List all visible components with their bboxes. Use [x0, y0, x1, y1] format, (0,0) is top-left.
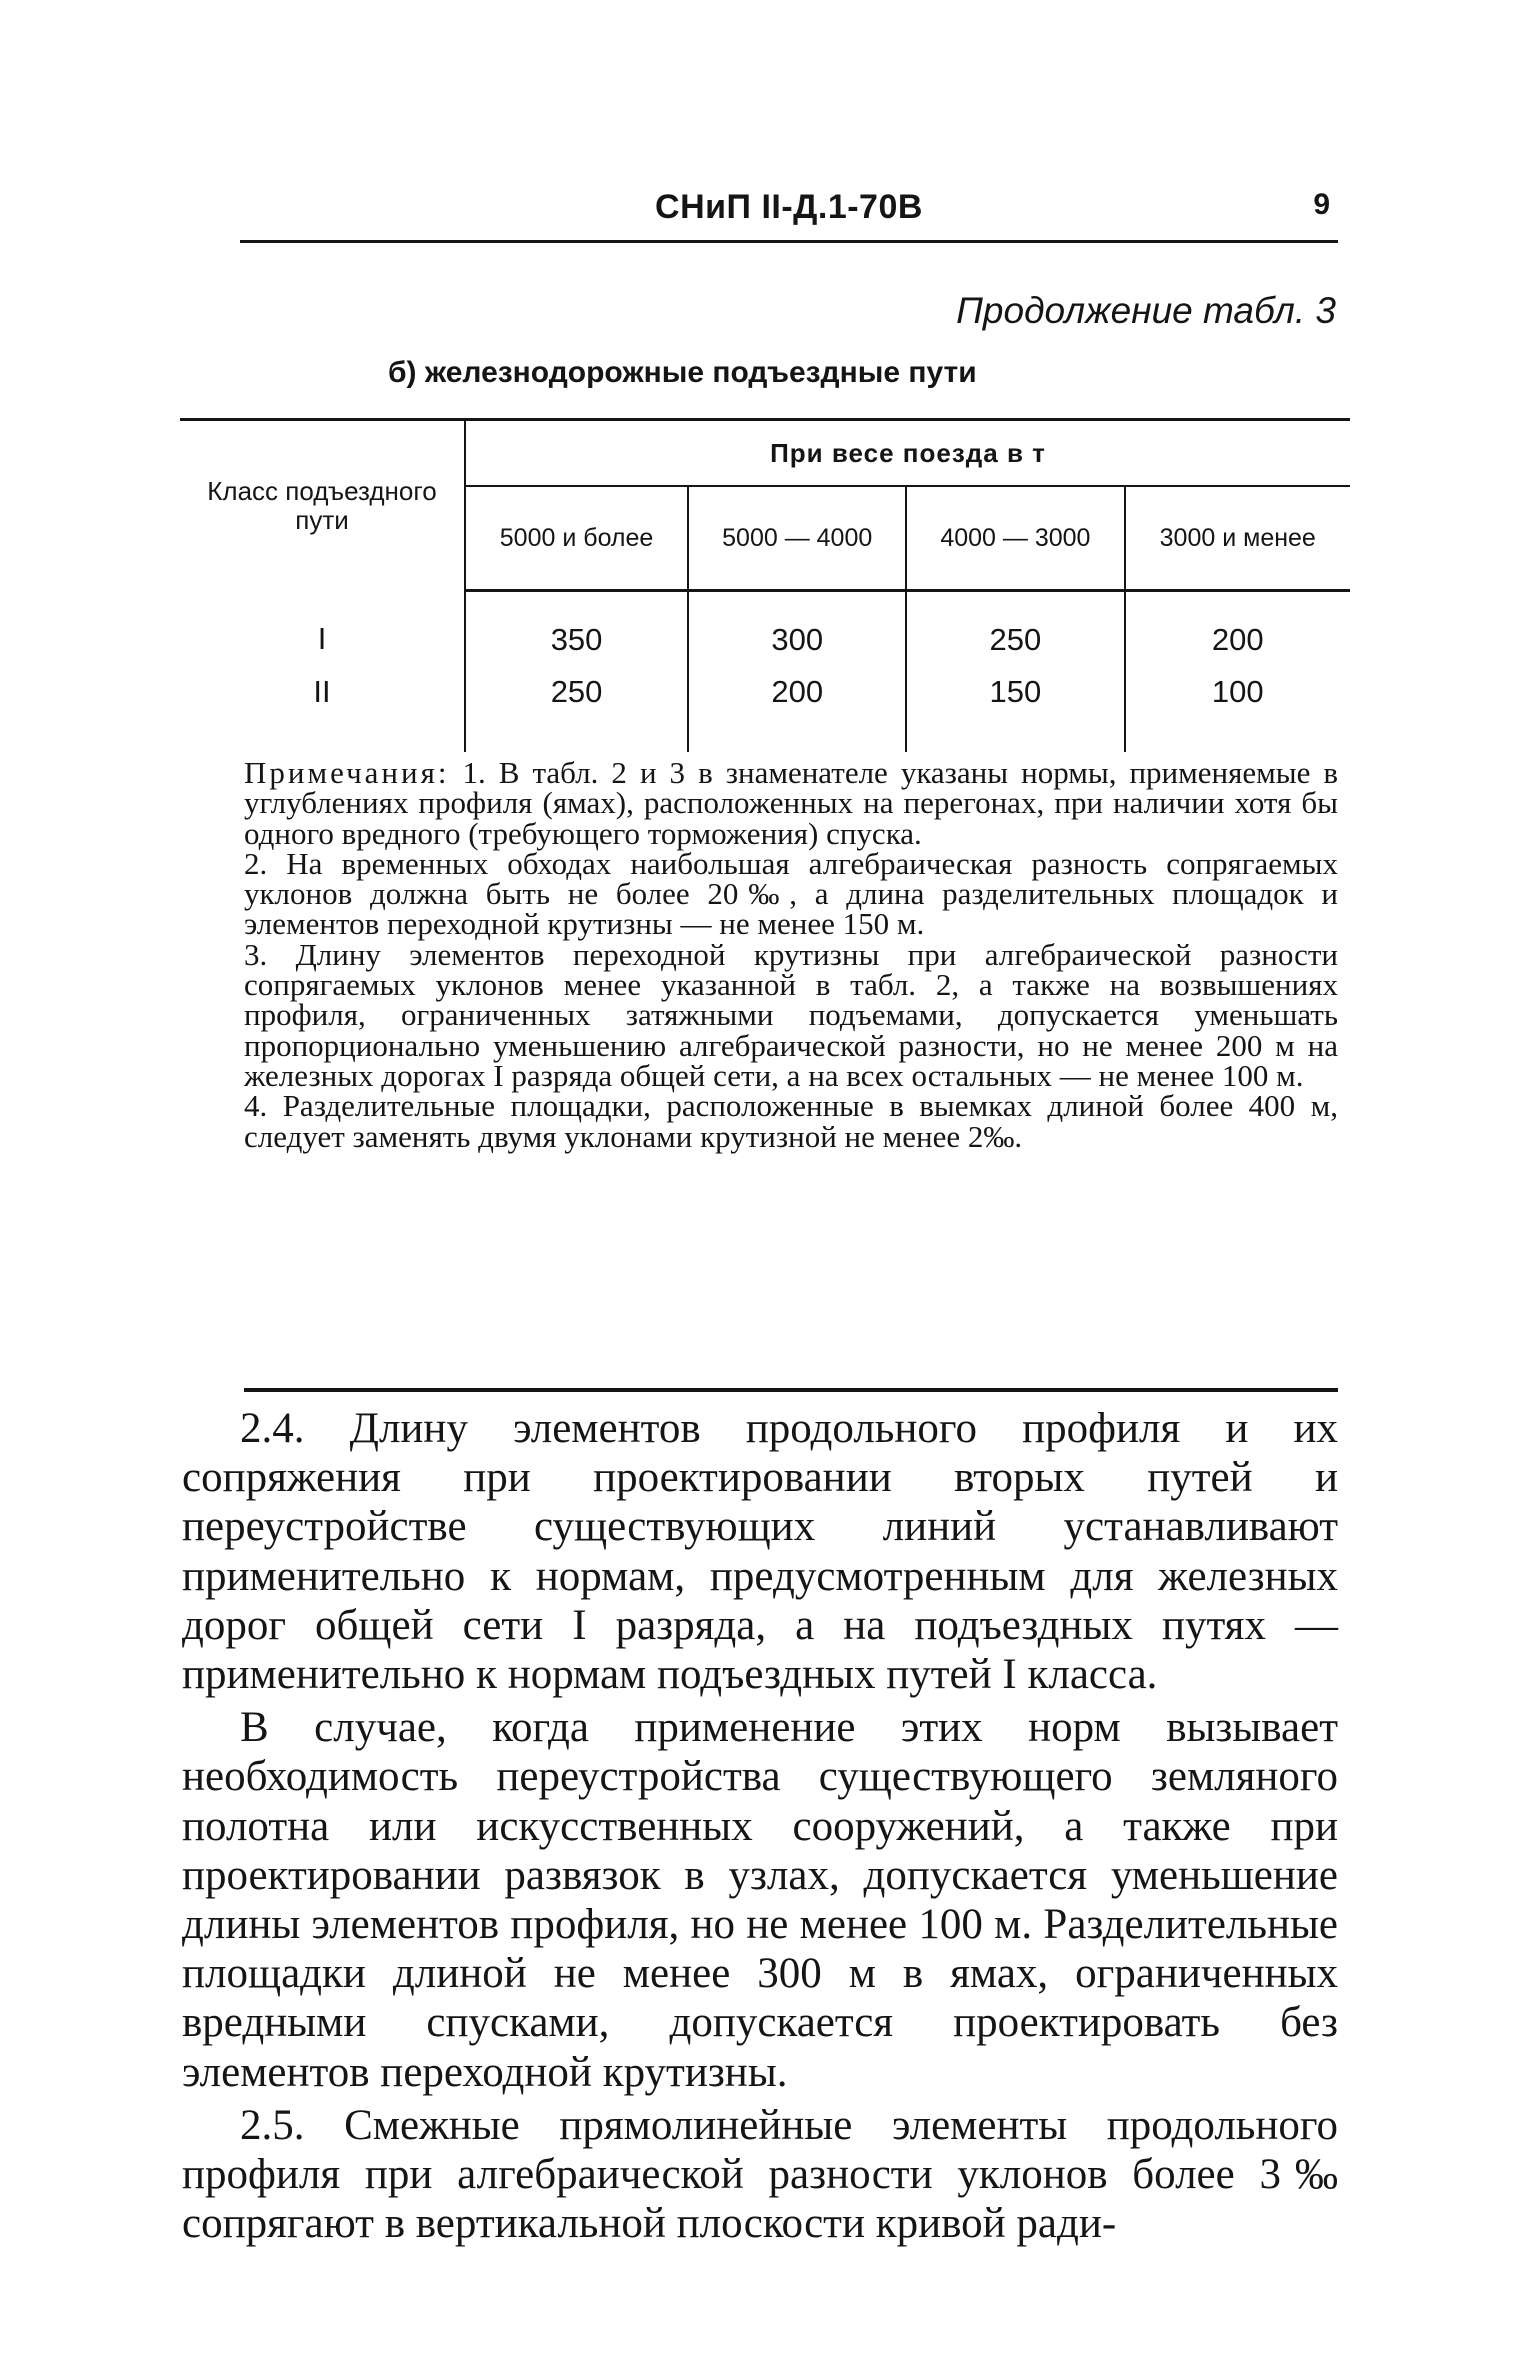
paragraph-2-4-continued: В случае, когда применение этих норм вызывает необходимость переустройства существующего земляного полотна или искусственных сооружений, а также при проектировании развязок в узлах, допускается уменьшение длины элементов профиля, но не менее 100 м. Разделительные площадки длиной не менее 300 м в ямах, ограниченных вредными спусками, допускается проектировать без элементов переходной крутизны. [182, 1704, 1338, 2096]
table-cell: 250 [465, 666, 688, 752]
table-row [180, 666, 1350, 752]
column-header: 4000 — 3000 [906, 486, 1124, 591]
standard-title: СНиП II-Д.1-70В [655, 188, 923, 226]
class-column-header: Класс подъездного пути [180, 420, 465, 591]
note-1-text: 1. В табл. 2 и 3 в знаменателе указаны нормы, применяемые в углублениях профиля (ямах), расположенных на перегонах, при наличии хотя бы одного вредного (требующего торможения) спуска. [244, 755, 1338, 851]
table-subtitle: б) железнодорожные подъездные пути [388, 356, 977, 389]
page-number: 9 [1313, 188, 1330, 221]
paragraph-2-4: 2.4. Длину элементов продольного профиля и их сопряжения при проектировании вторых путей и переустройстве существующих линий устанавливают применительно к нормам, предусмотренным для железных дорог общей сети I разряда, а на подъездных путях — применительно к нормам подъездных путей I класса. [182, 1405, 1338, 1699]
column-header: 5000 — 4000 [688, 486, 906, 591]
notes-label: Примечания: [244, 755, 450, 790]
note-1 [244, 755, 1338, 851]
notes-divider [244, 1388, 1338, 1392]
note-2: 2. На временных обходах наибольшая алгебраическая разность сопрягаемых уклонов должна быть не более 20‰, а длина разделительных площадок и элементов переходной крутизны — не менее 150 м. [244, 845, 1338, 942]
row-class: II [180, 666, 465, 752]
table-continuation-label: Продолжение табл. 3 [956, 290, 1336, 331]
table-cell: 200 [1125, 591, 1350, 667]
row-class: I [180, 591, 465, 667]
train-weight-group-header: При весе поезда в т [465, 420, 1350, 487]
table-row [180, 591, 1350, 667]
table-cell: 200 [688, 666, 906, 752]
table-cell: 350 [465, 591, 688, 667]
table-notes [244, 755, 1338, 1154]
column-header: 3000 и менее [1125, 486, 1350, 591]
table-cell: 300 [688, 591, 906, 667]
table-cell: 250 [906, 591, 1124, 667]
table-cell: 150 [906, 666, 1124, 752]
header-divider [240, 240, 1338, 243]
table-cell: 100 [1125, 666, 1350, 752]
note-3: 3. Длину элементов переходной крутизны при алгебраической разности сопрягаемых уклонов менее указанной в табл. 2, а также на возвышениях профиля, ограниченных затяжными подъемами, допускается уменьшать пропорционально уменьшению алгебраической разности, но не менее 200 м на железных дорогах I разряда общей сети, а на всех остальных — не менее 100 м. [244, 936, 1338, 1093]
norms-table [180, 418, 1350, 752]
column-header: 5000 и более [465, 486, 688, 591]
paragraph-2-5: 2.5. Смежные прямолинейные элементы продольного профиля при алгебраической разности уклонов более 3‰ сопрягают в вертикальной плоскости кривой ради- [182, 2101, 1338, 2248]
page-header [240, 188, 1338, 244]
body-text [182, 1404, 1338, 2248]
note-4: 4. Разделительные площадки, расположенные в выемках длиной более 400 м, следует заменять двумя уклонами крутизной не менее 2‰. [244, 1088, 1338, 1154]
